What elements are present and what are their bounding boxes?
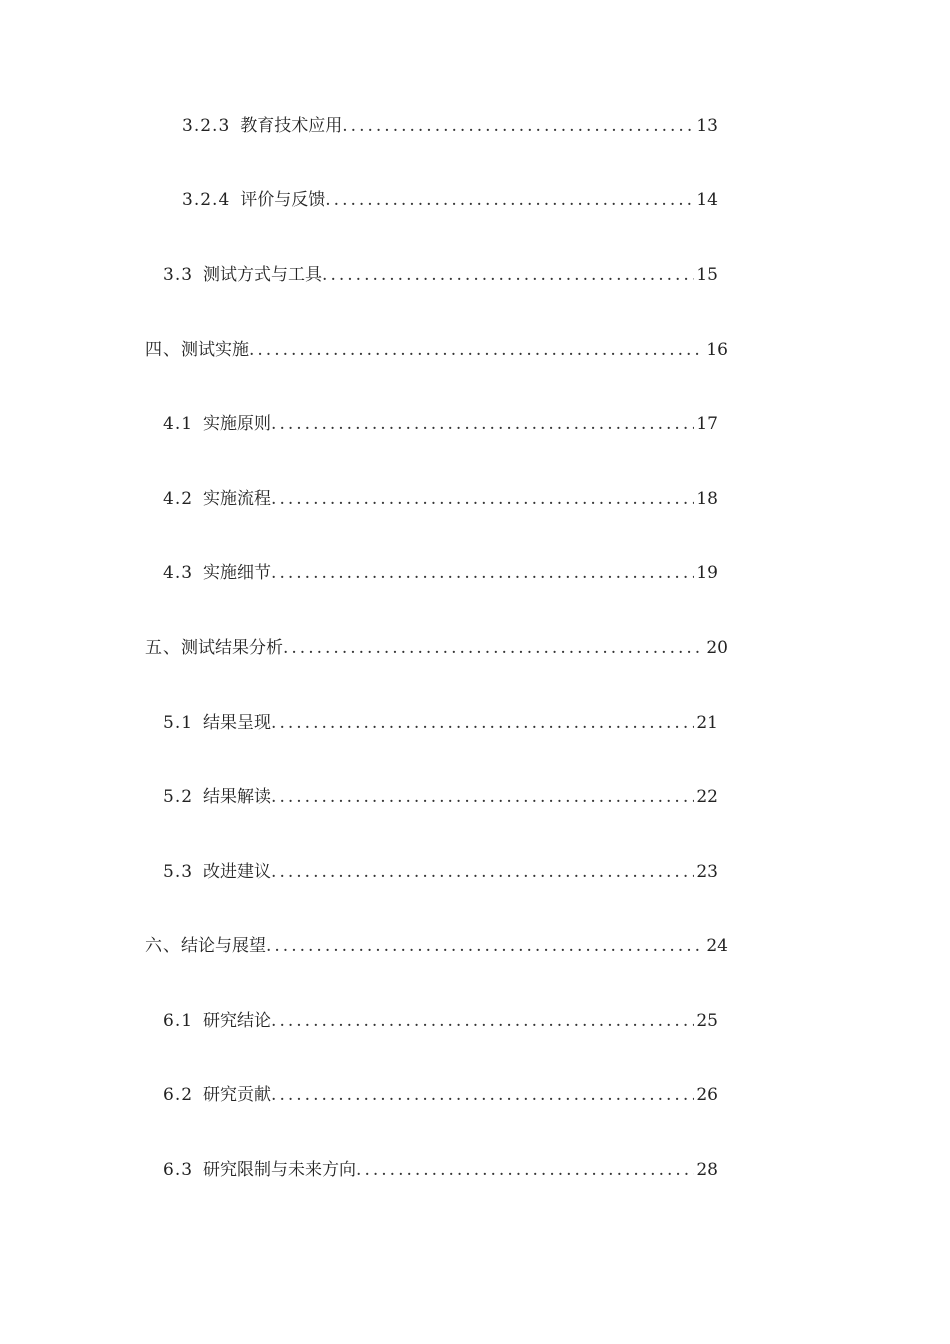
toc-entry-page-number: 22 <box>696 787 718 807</box>
dot-leader <box>271 411 694 437</box>
toc-entry-title: 测试实施 <box>181 340 249 360</box>
toc-entry-number: 3.2.3 <box>182 116 231 136</box>
toc-entry-title: 结果呈现 <box>203 713 272 733</box>
dot-leader <box>271 859 694 885</box>
toc-entry-title: 改进建议 <box>203 862 272 882</box>
toc-entry-number: 5.1 <box>163 713 194 733</box>
toc-entry-page-number: 28 <box>696 1160 718 1180</box>
toc-entry-4-1[interactable] <box>163 411 718 437</box>
toc-entry-title: 研究贡献 <box>203 1085 272 1105</box>
dot-leader <box>271 710 694 736</box>
toc-entry-title: 结论与展望 <box>181 936 266 956</box>
dot-leader <box>325 187 694 213</box>
toc-entry-number: 5.3 <box>163 862 194 882</box>
toc-entry-page-number: 21 <box>696 713 718 733</box>
dot-leader <box>249 337 704 363</box>
dot-leader <box>356 1157 694 1183</box>
toc-entry-title: 测试结果分析 <box>181 638 283 658</box>
toc-entry-5-1[interactable] <box>163 710 718 736</box>
toc-entry-title: 结果解读 <box>203 787 272 807</box>
dot-leader <box>271 486 694 512</box>
toc-entry-page-number: 17 <box>696 414 718 434</box>
dot-leader <box>322 262 694 288</box>
toc-entry-title: 实施原则 <box>203 414 272 434</box>
toc-entry-page-number: 15 <box>696 265 718 285</box>
toc-entry-number: 6.2 <box>163 1085 194 1105</box>
toc-entry-title: 研究结论 <box>203 1011 272 1031</box>
toc-entry-title: 评价与反馈 <box>240 190 326 210</box>
toc-entry-4-3[interactable] <box>163 560 718 586</box>
toc-entry-chapter-6[interactable] <box>145 933 728 959</box>
toc-entry-number: 4.2 <box>163 489 194 509</box>
toc-entry-chapter-5[interactable] <box>145 635 728 661</box>
toc-entry-3-2-3[interactable] <box>182 113 718 139</box>
toc-entry-number: 3.2.4 <box>182 190 231 210</box>
dot-leader <box>342 113 694 139</box>
toc-entry-number: 4.1 <box>163 414 194 434</box>
dot-leader <box>271 1082 694 1108</box>
toc-entry-number: 5.2 <box>163 787 194 807</box>
toc-entry-page-number: 14 <box>696 190 718 210</box>
toc-entry-page-number: 24 <box>706 936 728 956</box>
dot-leader <box>271 784 694 810</box>
toc-entry-number: 3.3 <box>163 265 194 285</box>
toc-entry-number: 4.3 <box>163 563 194 583</box>
toc-entry-page-number: 13 <box>696 116 718 136</box>
toc-entry-page-number: 26 <box>696 1085 718 1105</box>
toc-entry-number: 六、 <box>145 936 181 956</box>
dot-leader <box>283 635 704 661</box>
toc-entry-title: 测试方式与工具 <box>203 265 323 285</box>
toc-entry-number: 四、 <box>145 340 181 360</box>
toc-entry-number: 五、 <box>145 638 181 658</box>
dot-leader <box>266 933 704 959</box>
toc-entry-page-number: 23 <box>696 862 718 882</box>
toc-entry-title: 研究限制与未来方向 <box>203 1160 357 1180</box>
toc-entry-number: 6.1 <box>163 1011 194 1031</box>
toc-entry-page-number: 18 <box>696 489 718 509</box>
toc-entry-4-2[interactable] <box>163 486 718 512</box>
toc-entry-title: 教育技术应用 <box>240 116 343 136</box>
toc-entry-3-3[interactable] <box>163 262 718 288</box>
toc-entry-6-1[interactable] <box>163 1008 718 1034</box>
toc-entry-3-2-4[interactable] <box>182 187 718 213</box>
toc-entry-page-number: 16 <box>706 340 728 360</box>
toc-entry-title: 实施流程 <box>203 489 272 509</box>
toc-entry-5-3[interactable] <box>163 859 718 885</box>
toc-entry-page-number: 25 <box>696 1011 718 1031</box>
toc-entry-page-number: 19 <box>696 563 718 583</box>
toc-entry-6-3[interactable] <box>163 1157 718 1183</box>
toc-entry-title: 实施细节 <box>203 563 272 583</box>
toc-entry-5-2[interactable] <box>163 784 718 810</box>
toc-entry-chapter-4[interactable] <box>145 337 728 363</box>
dot-leader <box>271 560 694 586</box>
toc-entry-page-number: 20 <box>706 638 728 658</box>
dot-leader <box>271 1008 694 1034</box>
toc-entry-6-2[interactable] <box>163 1082 718 1108</box>
toc-entry-number: 6.3 <box>163 1160 194 1180</box>
